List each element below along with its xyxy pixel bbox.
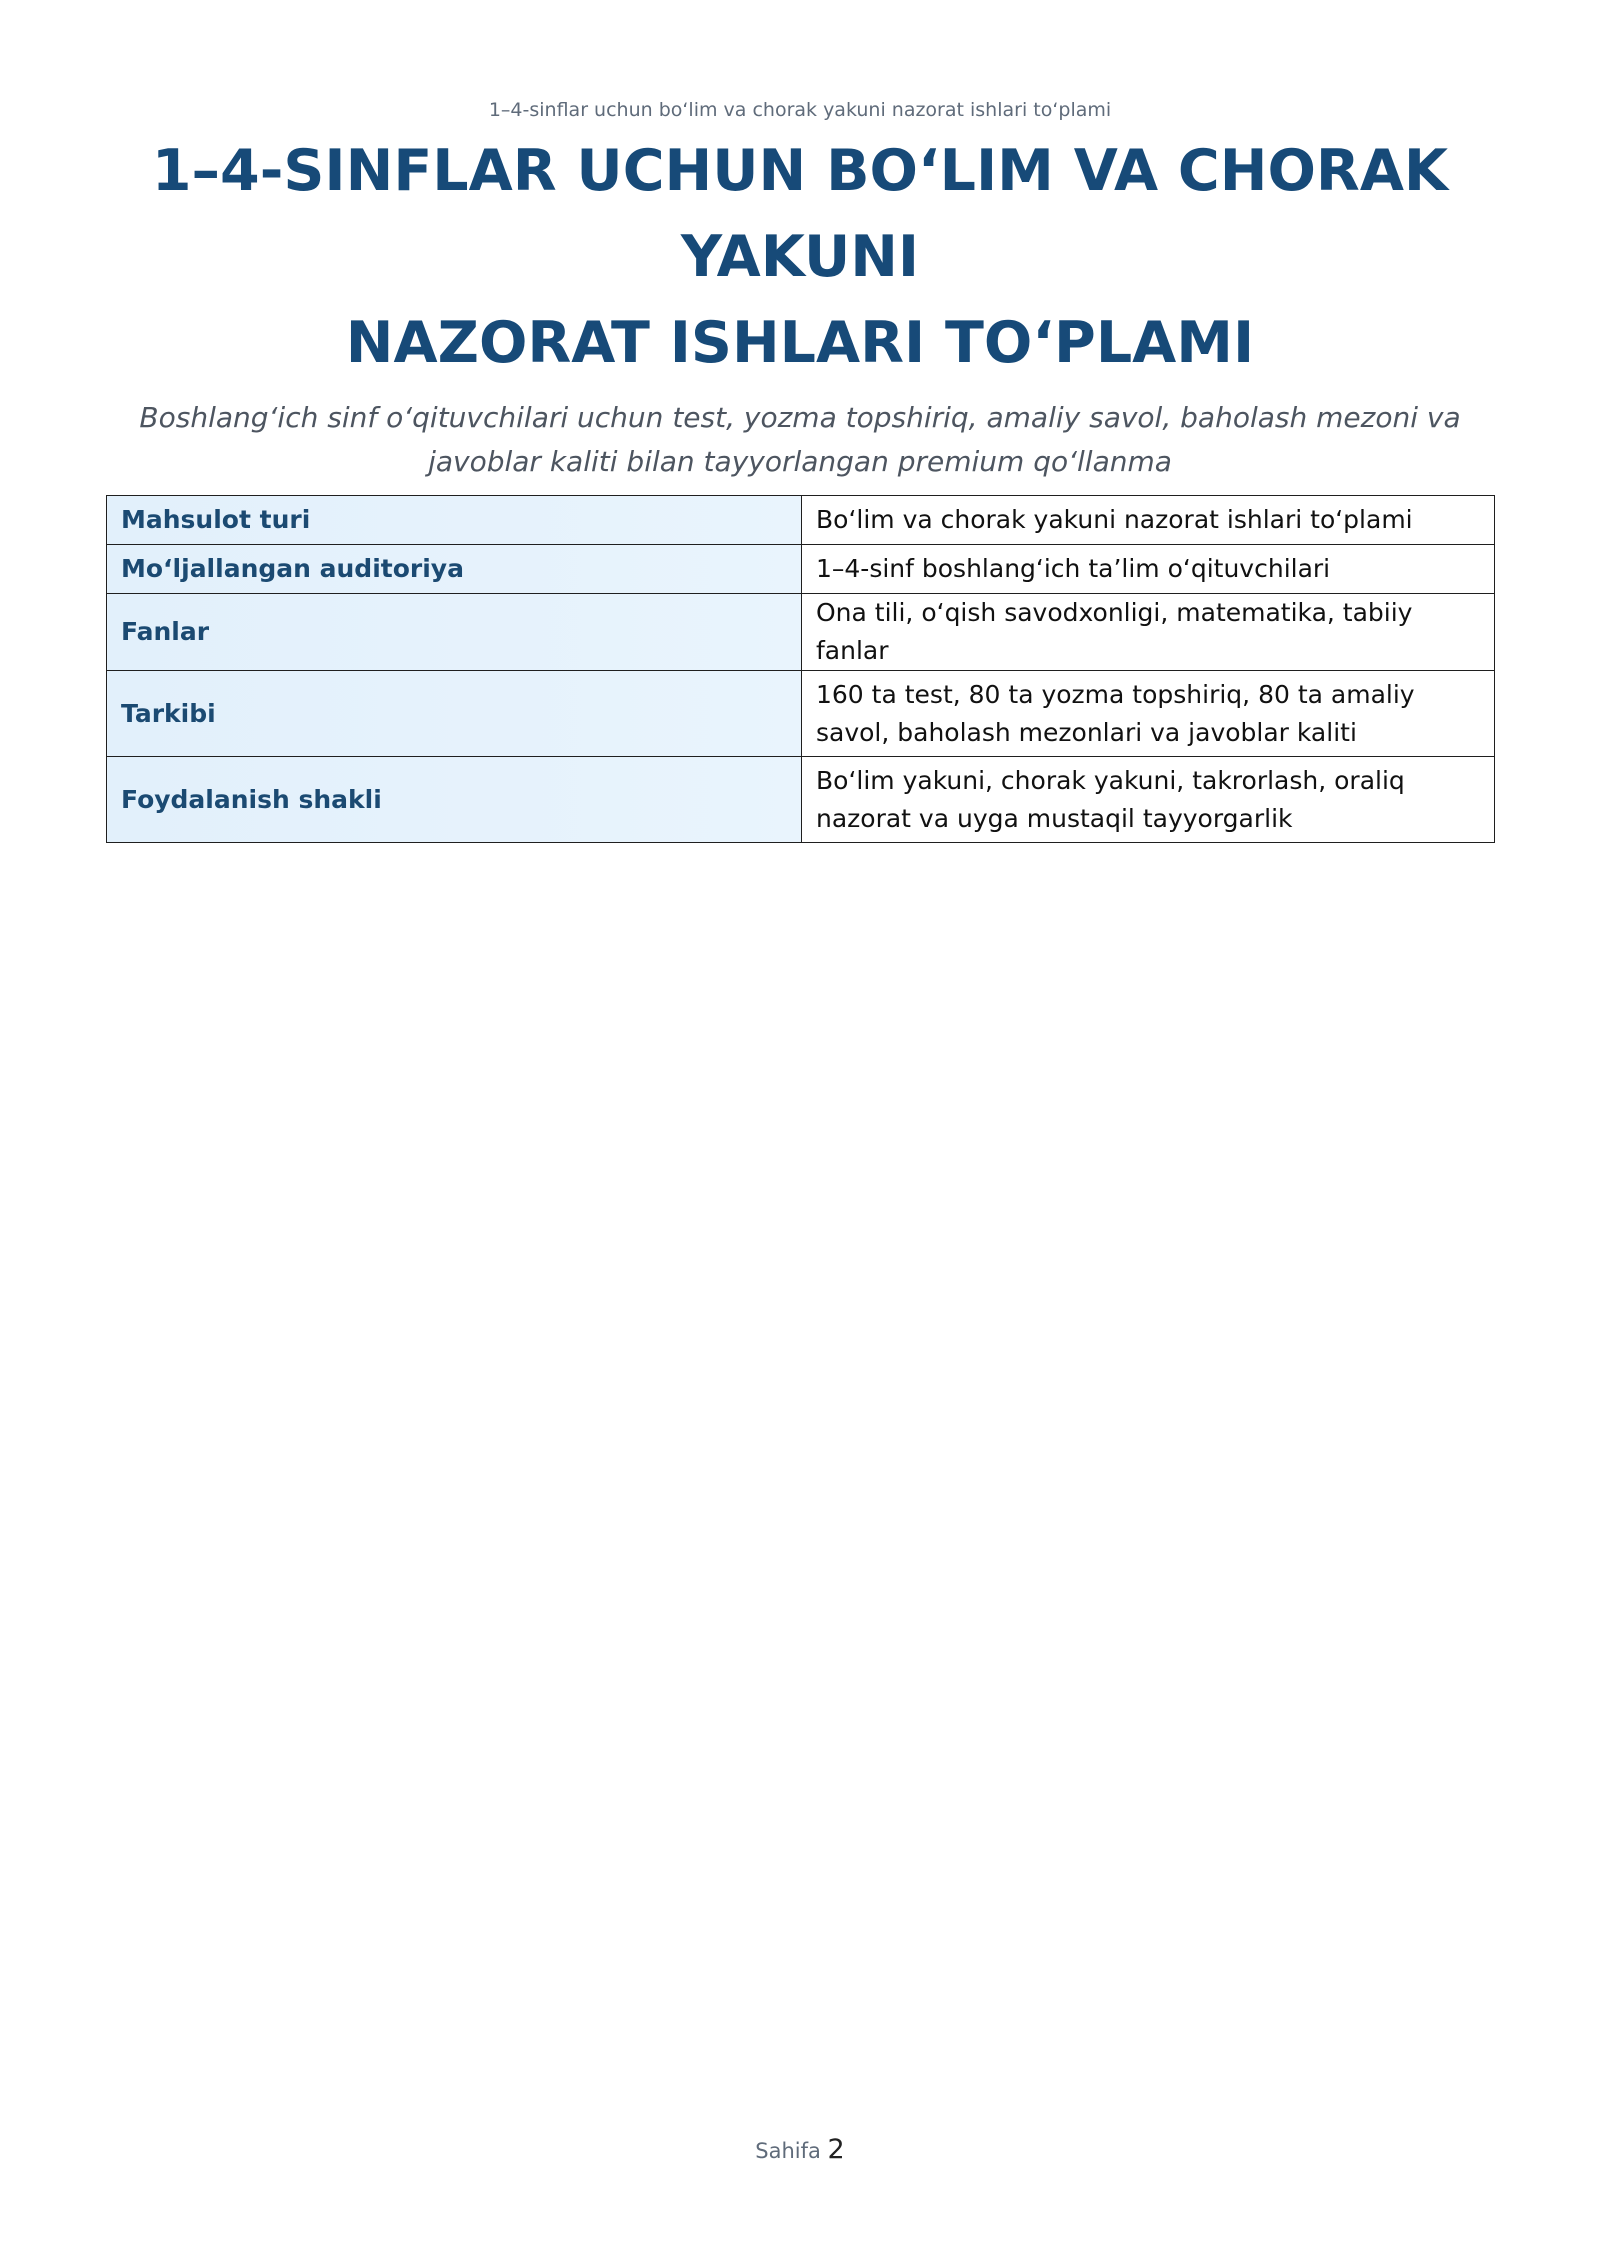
title-line-2: YAKUNI — [680, 224, 920, 290]
table-row — [107, 594, 1495, 671]
table-key-cell: Foydalanish shakli — [107, 757, 802, 843]
table-row — [107, 757, 1495, 843]
title-line-1: 1–4-SINFLAR UCHUN BO‘LIM VA CHORAK — [151, 138, 1449, 204]
table-row — [107, 545, 1495, 594]
table-value-cell: 1–4-sinf boshlang‘ich ta’lim o‘qituvchilari — [802, 545, 1495, 594]
table-value-cell: Ona tili, o‘qish savodxonligi, matematika, tabiiy fanlar — [802, 594, 1495, 671]
title-line-3: NAZORAT ISHLARI TO‘PLAMI — [345, 310, 1255, 376]
page-footer — [0, 2134, 1600, 2165]
table-value-cell: Bo‘lim va chorak yakuni nazorat ishlari to‘plami — [802, 496, 1495, 545]
table-key-cell: Mo‘ljallangan auditoriya — [107, 545, 802, 594]
table-value-cell: Bo‘lim yakuni, chorak yakuni, takrorlash, oraliq nazorat va uyga mustaqil tayyorgarlik — [802, 757, 1495, 843]
document-subtitle: Boshlang‘ich sinf o‘qituvchilari uchun test, yozma topshiriq, amaliy savol, baholash mezoni va javoblar kaliti bilan tayyorlangan premium qo‘llanma — [139, 401, 1461, 478]
document-title — [100, 128, 1500, 386]
table-row — [107, 496, 1495, 545]
running-header: 1–4-sinflar uchun bo‘lim va chorak yakuni nazorat ishlari to‘plami — [488, 99, 1112, 121]
table-row — [107, 671, 1495, 757]
table-key-cell: Fanlar — [107, 594, 802, 671]
product-info-table — [106, 495, 1495, 843]
table-value-cell: 160 ta test, 80 ta yozma topshiriq, 80 ta amaliy savol, baholash mezonlari va javoblar kaliti — [802, 671, 1495, 757]
table-key-cell: Tarkibi — [107, 671, 802, 757]
footer-label: Sahifa — [755, 2139, 821, 2163]
table-key-cell: Mahsulot turi — [107, 496, 802, 545]
page-number: 2 — [827, 2134, 845, 2165]
